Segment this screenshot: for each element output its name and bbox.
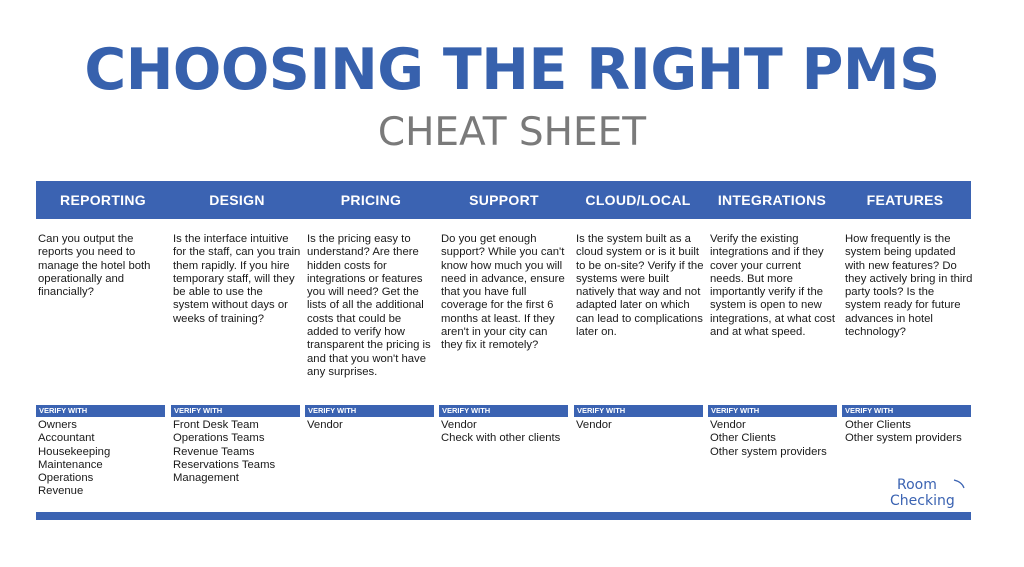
verify-list-reporting: [38, 419, 168, 499]
verify-item: Other system providers: [710, 445, 827, 458]
verify-item: Operations: [38, 472, 94, 485]
page-subtitle: CHEAT SHEET: [377, 110, 647, 155]
verify-item: Other Clients: [845, 419, 911, 431]
verify-list-support: [441, 419, 571, 446]
verify-label-pricing: VERIFY WITH: [305, 405, 434, 417]
verify-label-cloud-local: VERIFY WITH: [574, 405, 703, 417]
heading-integrations: INTEGRATIONS: [717, 192, 827, 208]
verify-list-pricing: [307, 419, 437, 432]
description-integrations: Verify the existing integrations and if they cover your current needs. But more importantly verify if the system is open to new integrations, at what cost and at what speed.: [710, 233, 835, 339]
description-features: How frequently is the system being updated with new features? Do they actively bring in third party tools? Is the system ready for future advances in hotel technology?: [845, 233, 973, 339]
verify-list-cloud-local: [576, 419, 706, 432]
heading-features: FEATURES: [866, 192, 944, 208]
roomchecking-logo: [888, 474, 968, 510]
description-reporting: Can you output the reports you need to manage the hotel both operationally and financially?: [38, 233, 151, 299]
verify-label-reporting: VERIFY WITH: [36, 405, 165, 417]
verify-item: Vendor: [710, 419, 746, 431]
description-cloud-local: Is the system built as a cloud system or is it built to be on-site? Verify if the systems were built natively that way and not adapted later on which can lead to complications later on.: [576, 233, 704, 339]
logo-swoosh-icon: [954, 480, 964, 488]
column-header-bar: [36, 181, 971, 219]
verify-item: Revenue Teams: [173, 445, 255, 458]
verify-item: Front Desk Team: [173, 419, 259, 431]
logo-line-1: Room: [897, 477, 937, 493]
description-pricing: Is the pricing easy to understand? Are there hidden costs for integrations or features you will need? Get the lists of all the additional costs that could be added to verify how transparent the pricing is and that you won't have any surprises.: [307, 233, 431, 378]
verify-item: Other system providers: [845, 432, 962, 445]
verify-label-design: VERIFY WITH: [171, 405, 300, 417]
bottom-bar: [36, 512, 971, 520]
verify-item: Management: [173, 472, 239, 485]
verify-item: Maintenance: [38, 458, 103, 471]
heading-cloud-local: CLOUD/LOCAL: [585, 192, 691, 208]
verify-item: Revenue: [38, 485, 84, 498]
page-title: CHOOSING THE RIGHT PMS: [84, 37, 940, 103]
verify-item: Vendor: [576, 419, 612, 431]
verify-label-support: VERIFY WITH: [439, 405, 568, 417]
verify-list-integrations: [710, 419, 840, 459]
verify-item: Check with other clients: [441, 432, 561, 445]
verify-item: Housekeeping: [38, 445, 111, 458]
verify-item: Operations Teams: [173, 432, 265, 445]
heading-design: DESIGN: [209, 192, 265, 208]
verify-item: Vendor: [307, 419, 343, 431]
verify-list-design: [173, 419, 303, 485]
verify-item: Accountant: [38, 432, 95, 445]
logo-line-2: Checking: [890, 493, 955, 509]
verify-item: Owners: [38, 419, 77, 431]
heading-support: SUPPORT: [469, 192, 539, 208]
verify-list-features: [845, 419, 975, 446]
description-support: Do you get enough support? While you can't know how much you will need in advance, ensure that you have full coverage for the first 6 months at least. If they aren't in your city can they fix it remotely?: [441, 233, 565, 352]
verify-item: Reservations Teams: [173, 458, 276, 471]
verify-item: Vendor: [441, 419, 477, 431]
heading-pricing: PRICING: [340, 192, 402, 208]
verify-label-integrations: VERIFY WITH: [708, 405, 837, 417]
description-design: Is the interface intuitive for the staff, can you train them rapidly. If you hire temporary staff, will they be able to use the system without days or weeks of training?: [173, 233, 301, 325]
verify-item: Other Clients: [710, 432, 776, 445]
heading-reporting: REPORTING: [60, 192, 146, 208]
verify-label-features: VERIFY WITH: [842, 405, 971, 417]
